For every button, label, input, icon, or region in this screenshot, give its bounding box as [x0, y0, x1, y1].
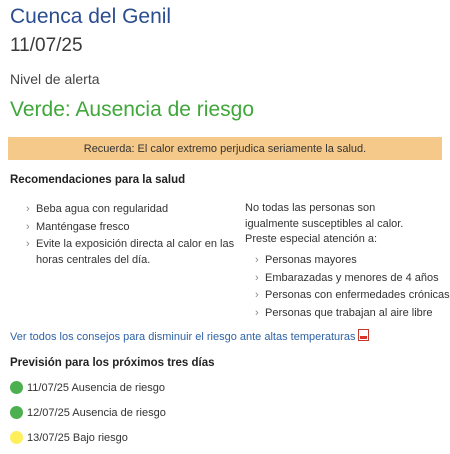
- chevron-right-icon: ›: [255, 289, 259, 301]
- heat-warning-banner: [8, 137, 442, 160]
- region-title: Cuenca del Genil: [10, 5, 172, 28]
- alert-level-label: Nivel de alerta: [10, 71, 100, 87]
- forecast-title: Previsión para los próximos tres días: [10, 357, 215, 369]
- list-item: › Personas con enfermedades crónicas: [255, 289, 450, 301]
- green-dot-icon: [10, 381, 23, 394]
- list-item: › Beba agua con regularidad: [26, 203, 169, 215]
- list-item: › Manténgase fresco: [26, 220, 130, 233]
- alert-level-value: Verde: Ausencia de riesgo: [10, 98, 255, 121]
- list-item: › Personas mayores: [255, 254, 357, 266]
- chevron-right-icon: ›: [26, 203, 30, 215]
- vulnerable-groups-intro: No todas las personas son igualmente susceptibles al calor. Preste especial atención a:: [245, 202, 404, 245]
- green-dot-icon: [10, 406, 23, 419]
- forecast-day: 11/07/25 Ausencia de riesgo: [10, 381, 165, 394]
- alert-date: 11/07/25: [10, 35, 83, 56]
- list-item: › Evite la exposición directa al calor en las horas centrales del día.: [26, 238, 235, 266]
- chevron-right-icon: ›: [255, 271, 259, 284]
- list-item: › Personas que trabajan al aire libre: [255, 306, 433, 319]
- recommendations-title: Recomendaciones para la salud: [10, 174, 186, 186]
- recommendations-list: [26, 201, 236, 270]
- chevron-right-icon: ›: [255, 254, 259, 266]
- chevron-right-icon: ›: [26, 238, 30, 250]
- yellow-dot-icon: [10, 431, 23, 444]
- pdf-icon: [358, 329, 369, 341]
- advice-pdf-link[interactable]: Ver todos los consejos para disminuir el riesgo ante altas temperaturas: [10, 329, 369, 343]
- forecast-day: 13/07/25 Bajo riesgo: [10, 431, 128, 444]
- vulnerable-groups-list: [255, 252, 450, 322]
- forecast-day: 12/07/25 Ausencia de riesgo: [10, 406, 166, 419]
- list-item: › Embarazadas y menores de 4 años: [255, 271, 439, 284]
- heat-warning-text: Recuerda: El calor extremo perjudica seriamente la salud.: [83, 142, 367, 155]
- chevron-right-icon: ›: [255, 306, 259, 319]
- chevron-right-icon: ›: [26, 220, 30, 233]
